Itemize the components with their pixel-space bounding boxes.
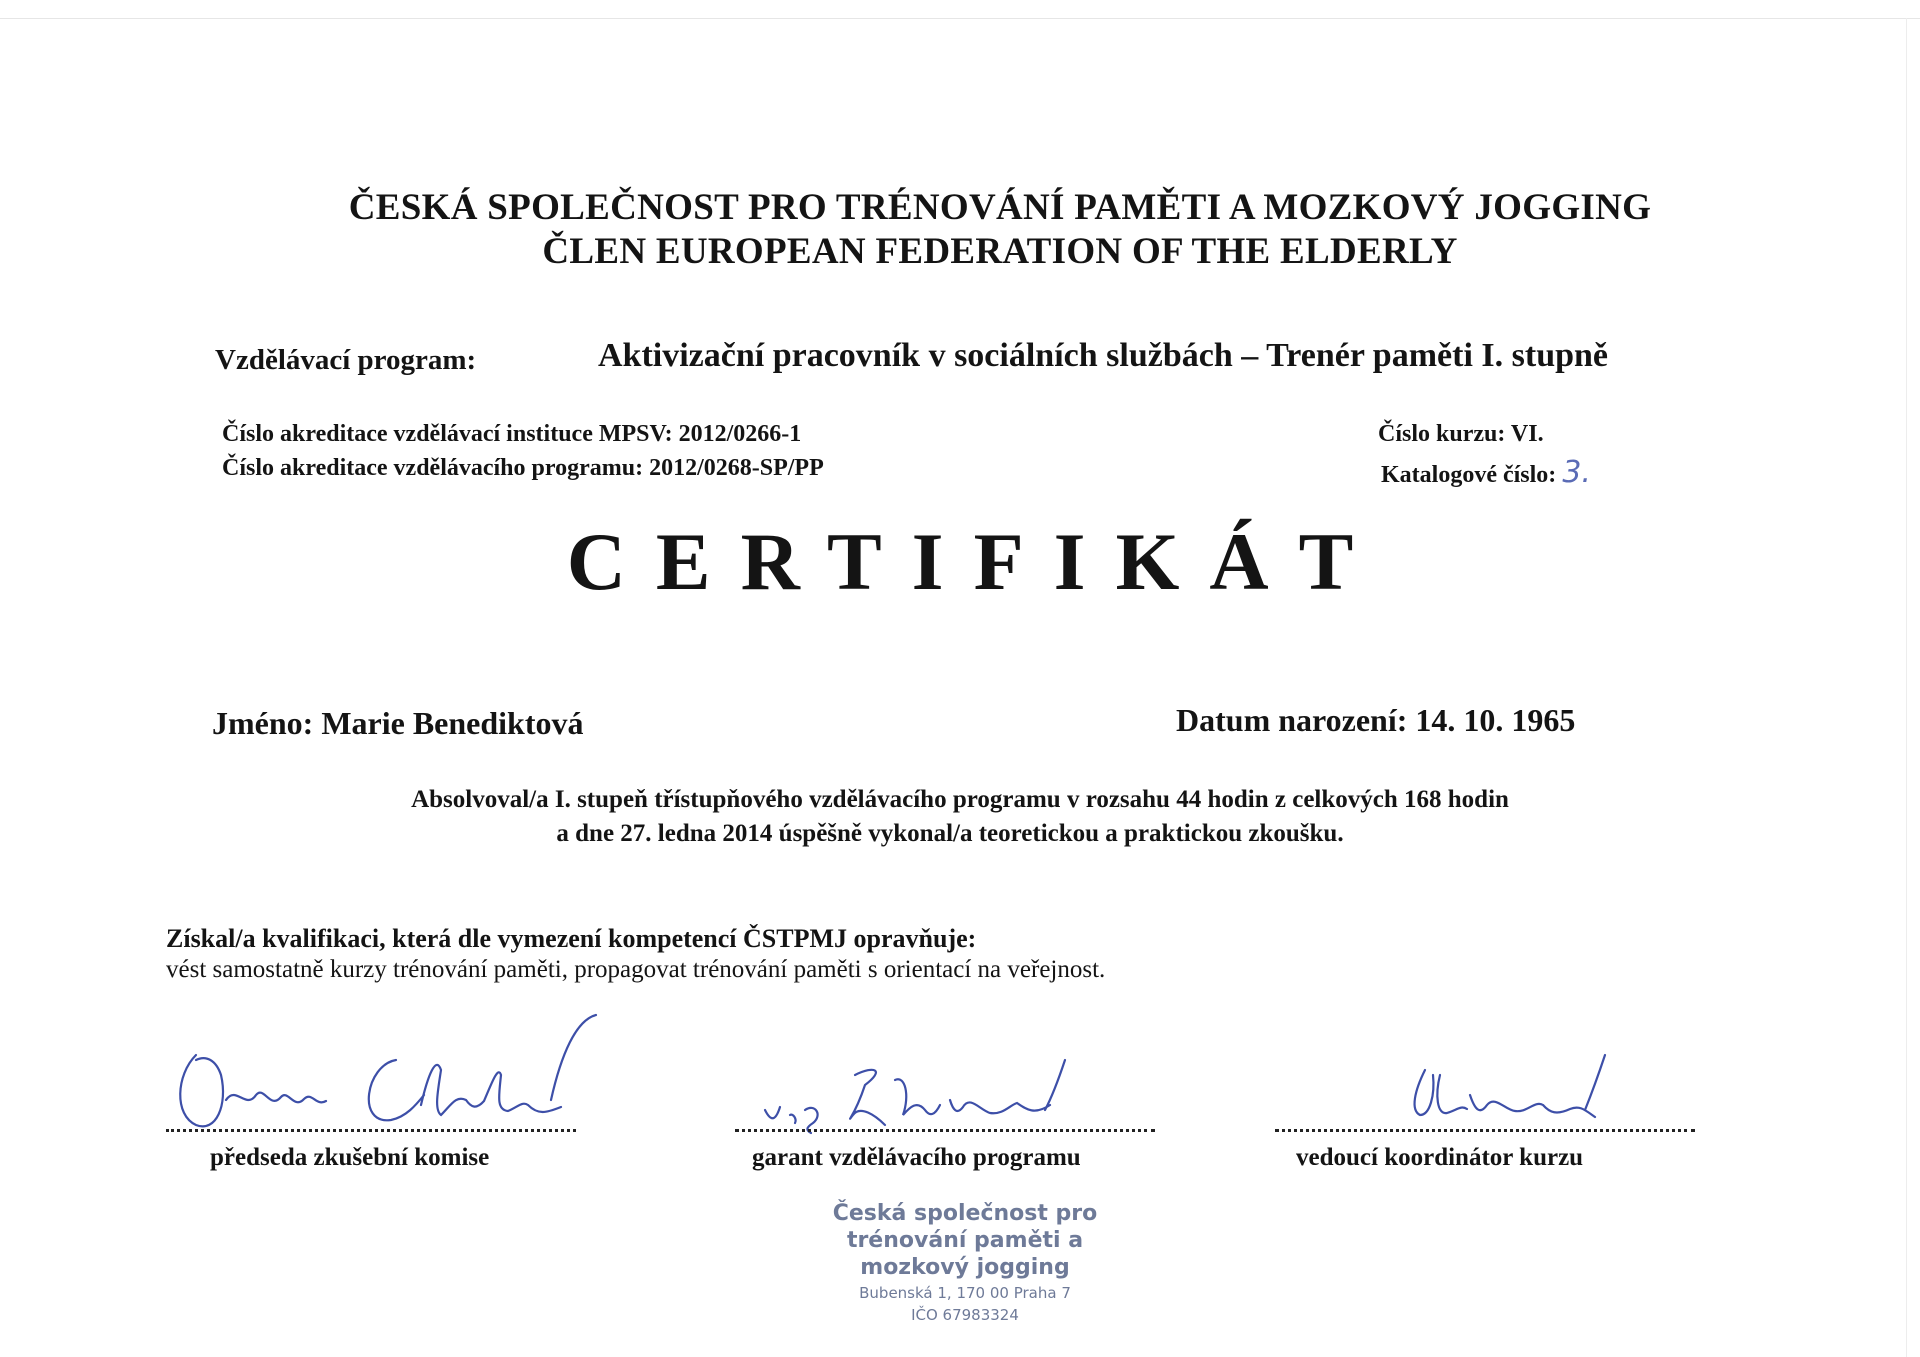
completion-text-2: a dne 27. ledna 2014 úspěšně vykonal/a teoretickou a praktickou zkoušku.	[556, 820, 1344, 847]
program-accreditation: Číslo akreditace vzdělávacího programu: 2012/0268-SP/PP	[222, 455, 824, 481]
qualification-heading: Získal/a kvalifikaci, která dle vymezení kompetencí ČSTPMJ opravňuje:	[166, 924, 977, 953]
catalog-label: Katalogové číslo:	[1381, 462, 1557, 488]
signature-role-coordinator: vedoucí koordinátor kurzu	[1296, 1144, 1584, 1171]
organization-membership: ČLEN EUROPEAN FEDERATION OF THE ELDERLY	[542, 231, 1458, 272]
handwritten-signature	[735, 1015, 1155, 1145]
catalog-number	[1381, 455, 1591, 490]
page-edge	[0, 18, 1920, 19]
handwritten-signature	[1275, 1015, 1695, 1145]
organization-name: ČESKÁ SPOLEČNOST PRO TRÉNOVÁNÍ PAMĚTI A MOZKOVÝ JOGGING	[348, 187, 1652, 228]
person-name: Marie Benediktová	[321, 705, 584, 741]
institution-accreditation: Číslo akreditace vzdělávací instituce MPSV: 2012/0266-1	[222, 421, 802, 447]
completion-text-1: Absolvoval/a I. stupeň třístupňového vzdělávacího programu v rozsahu 44 hodin z celkových 168 hodin	[411, 786, 1509, 813]
handwritten-signature	[166, 1015, 586, 1145]
stamp-address: Bubenská 1, 170 00 Praha 7	[859, 1284, 1071, 1302]
program-label: Vzdělávací program:	[215, 344, 477, 376]
organization-stamp	[800, 1200, 1130, 1325]
name-label: Jméno:	[212, 705, 314, 741]
signature-role-guarantor: garant vzdělávacího programu	[752, 1144, 1081, 1171]
birth-label: Datum narození:	[1176, 702, 1408, 738]
birth-date-line	[1176, 702, 1575, 739]
stamp-line: trénování paměti a	[846, 1228, 1084, 1253]
course-number: Číslo kurzu: VI.	[1378, 421, 1544, 447]
stamp-ico: IČO 67983324	[911, 1306, 1019, 1324]
signature-examination-chair	[166, 1015, 576, 1140]
signature-line	[735, 1129, 1155, 1132]
signature-line	[1275, 1129, 1695, 1132]
certificate-title: CERTIFIKÁT	[566, 516, 1384, 607]
program-name: Aktivizační pracovník v sociálních službách – Trenér paměti I. stupně	[598, 337, 1609, 374]
stamp-line: mozkový jogging	[860, 1255, 1070, 1280]
qualification-text: vést samostatně kurzy trénování paměti, propagovat trénování paměti s orientací na veřejnost.	[166, 956, 1106, 983]
person-name-line	[212, 705, 584, 742]
signature-program-guarantor	[735, 1015, 1155, 1140]
signature-course-coordinator	[1275, 1015, 1695, 1140]
signature-role-chair: předseda zkušební komise	[210, 1144, 490, 1171]
birth-date: 14. 10. 1965	[1415, 702, 1576, 738]
catalog-value: 3.	[1562, 455, 1591, 490]
stamp-line: Česká společnost pro	[832, 1201, 1098, 1226]
signature-line	[166, 1129, 576, 1132]
